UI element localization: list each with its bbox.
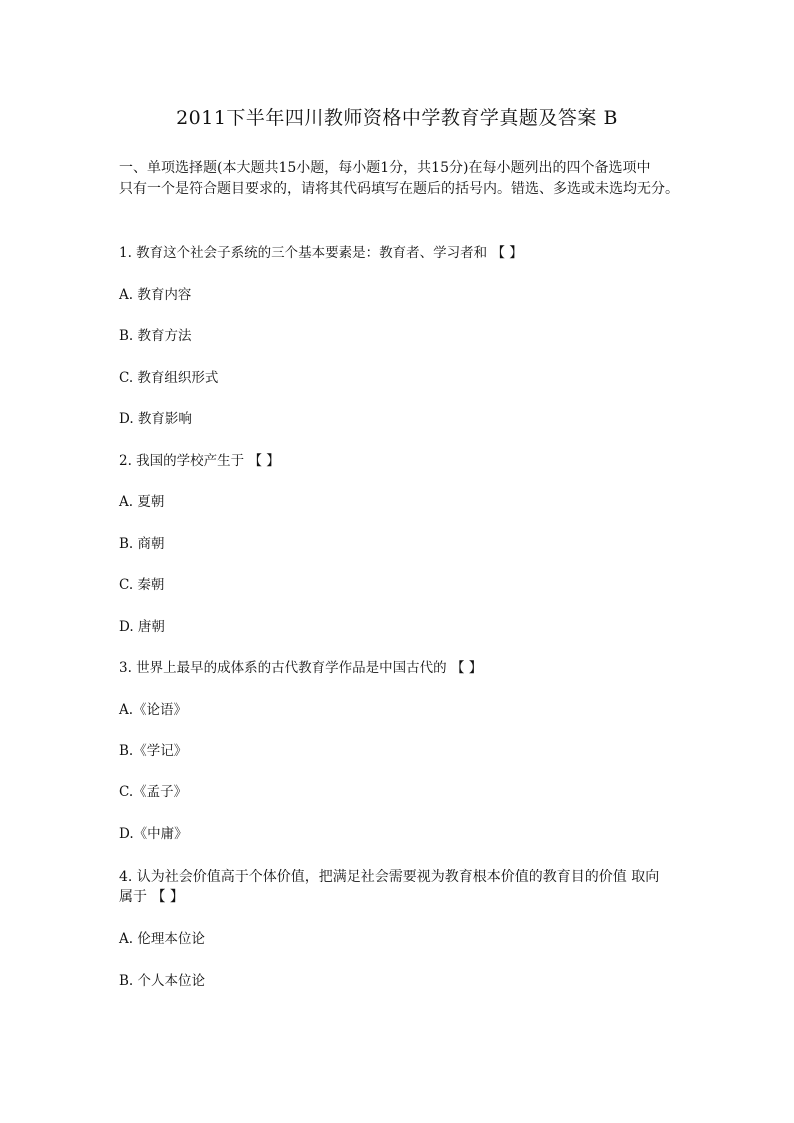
question-3-option-d: D.《中庸》 — [119, 826, 188, 842]
question-3-option-b: B.《学记》 — [119, 743, 188, 759]
question-4-stem-line-2: 属于 【 】 — [119, 889, 184, 905]
section-instructions-line-2: 只有一个是符合题目要求的，请将其代码填写在题后的括号内。错选、多选或未选均无分。 — [119, 181, 679, 197]
question-4-stem — [119, 867, 699, 907]
section-instructions — [119, 158, 709, 200]
section-instructions-line-1: 一、单项选择题(本大题共15小题，每小题1分，共15分)在每小题列出的四个备选项中 — [119, 160, 651, 176]
question-1-option-b: B. 教育方法 — [119, 328, 192, 344]
page-title: 2011下半年四川教师资格中学教育学真题及答案 B — [176, 107, 618, 129]
question-1-option-d: D. 教育影响 — [119, 411, 192, 427]
question-3-stem: 3. 世界上最早的成体系的古代教育学作品是中国古代的 【 】 — [119, 660, 483, 676]
question-2-stem: 2. 我国的学校产生于 【 】 — [119, 453, 280, 469]
question-1-stem: 1. 教育这个社会子系统的三个基本要素是：教育者、学习者和 【 】 — [119, 245, 523, 261]
question-1-option-a: A. 教育内容 — [119, 287, 192, 303]
question-3-option-c: C.《孟子》 — [119, 784, 188, 800]
question-2-option-c: C. 秦朝 — [119, 577, 165, 593]
question-1-option-c: C. 教育组织形式 — [119, 370, 219, 386]
question-4-stem-line-1: 4. 认为社会价值高于个体价值，把满足社会需要视为教育根本价值的教育目的价值 取向 — [119, 869, 660, 885]
question-2-option-d: D. 唐朝 — [119, 619, 165, 635]
question-2-option-a: A. 夏朝 — [119, 494, 165, 510]
question-3-option-a: A.《论语》 — [119, 702, 188, 718]
question-4-option-a: A. 伦理本位论 — [119, 931, 205, 947]
question-4-option-b: B. 个人本位论 — [119, 973, 206, 989]
question-2-option-b: B. 商朝 — [119, 536, 165, 552]
